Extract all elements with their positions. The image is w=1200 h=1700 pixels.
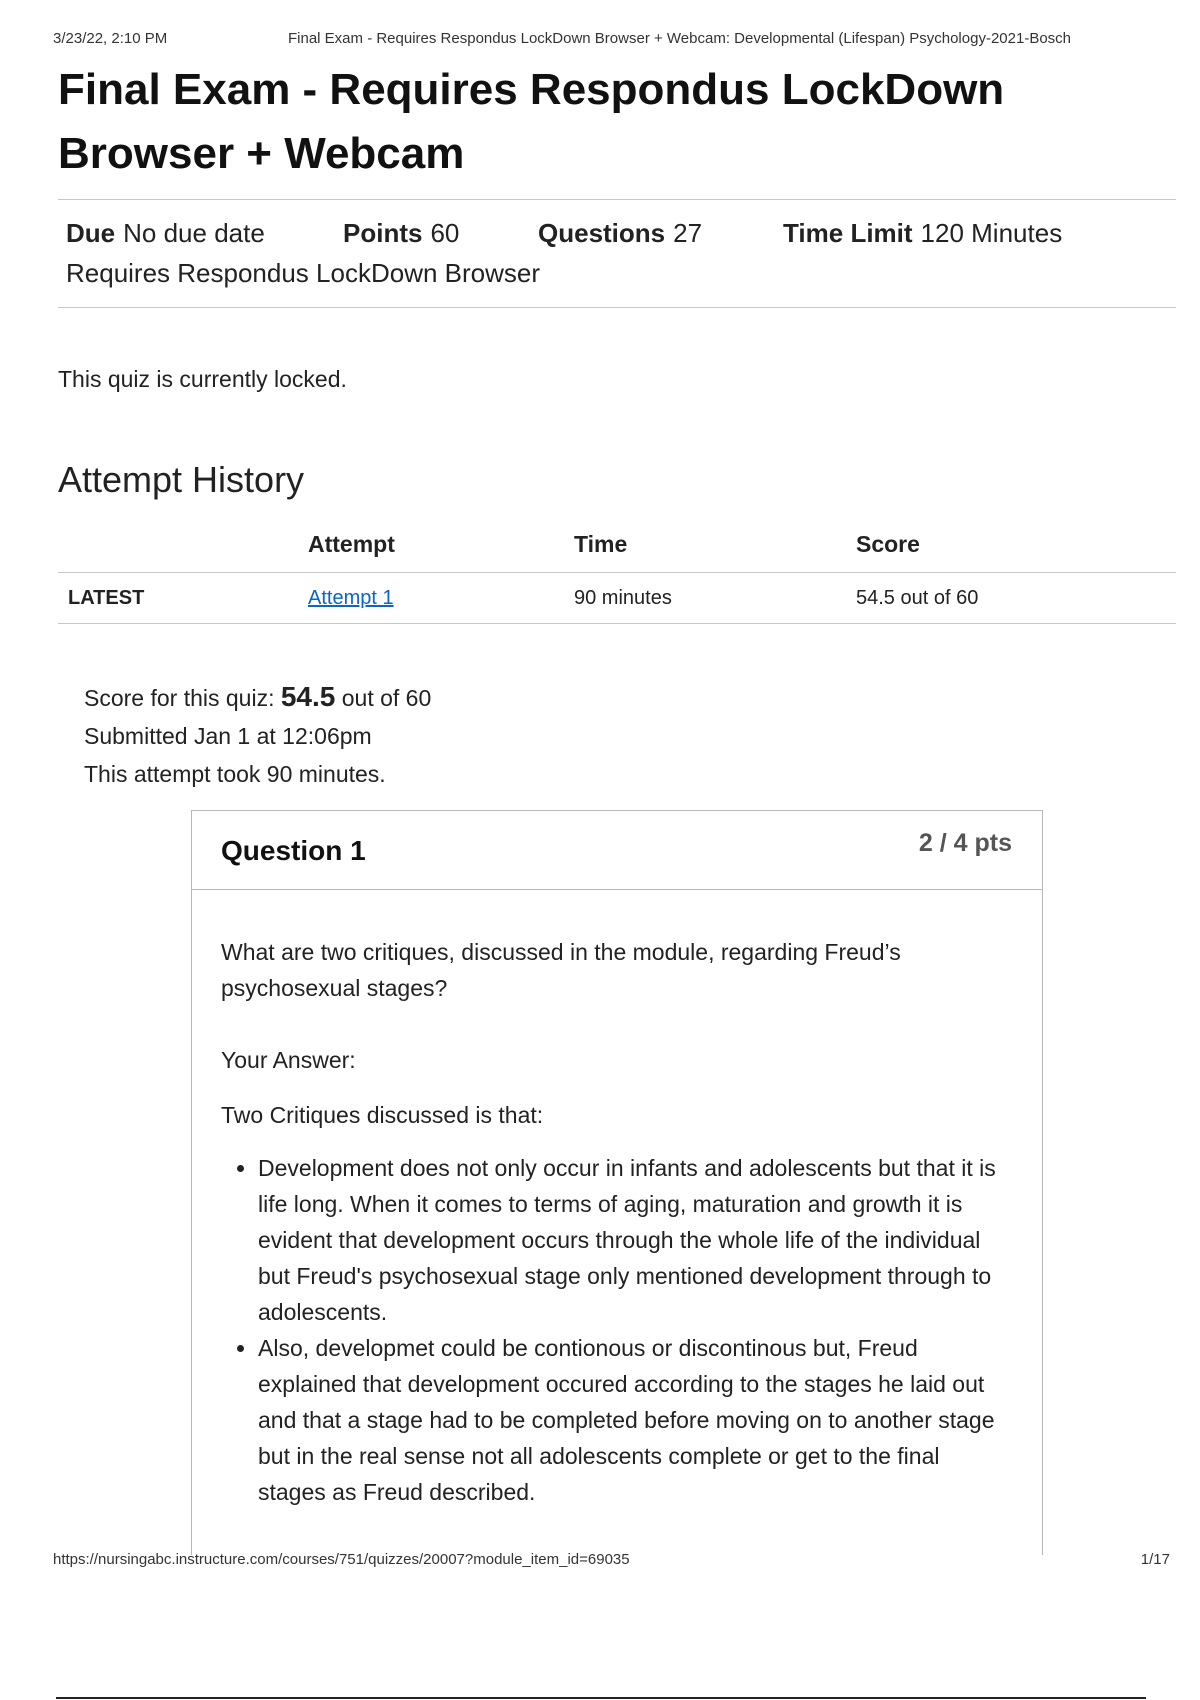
table-header-row [58, 522, 1176, 573]
question-title: Question 1 [221, 835, 366, 866]
question-text: What are two critiques, discussed in the module, regarding Freud’s psychosexual stages? [221, 939, 901, 1001]
attempt-score: 54.5 out of 60 [856, 573, 1176, 624]
score-value: 54.5 [280, 681, 336, 712]
score-suffix: out of 60 [341, 685, 432, 711]
table-row [58, 573, 1176, 624]
due-value: No due date [123, 218, 265, 248]
points-item [343, 213, 459, 253]
question-body [192, 890, 1042, 1510]
attempt-history-table [58, 522, 1176, 624]
question-header [192, 811, 1042, 890]
question-card [191, 810, 1043, 1555]
time-limit-item [783, 213, 1062, 253]
due-label: Due [66, 218, 116, 248]
due-item [66, 213, 265, 253]
points-value: 60 [430, 218, 460, 248]
divider-bottom [58, 307, 1176, 308]
time-limit-value: 120 Minutes [920, 218, 1063, 248]
attempt-time: 90 minutes [574, 573, 856, 624]
print-doc-title: Final Exam - Requires Respondus LockDown Browser + Webcam: Developmental (Lifespan) Psychology-2021-Bosch [288, 30, 1072, 47]
score-line [84, 678, 431, 717]
print-url: https://nursingabc.instructure.com/courses/751/quizzes/20007?module_item_id=69035 [53, 1551, 630, 1568]
list-item: • Development does not only occur in infants and adolescents but that it is life long. When it comes to terms of aging, maturation and growth it is evident that development occurs through the whole life of the individual but Freud's psychosexual stage only mentioned development through to adolescents. [258, 1150, 1012, 1330]
list-item: • Also, developmet could be contionous or discontinous but, Freud explained that development occured according to the stages he laid out and that a stage had to be completed before moving on to another stage but in the real sense not all adolescents complete or get to the final stages as Freud described. [258, 1330, 1012, 1510]
browser-requirement: Requires Respondus LockDown Browser [66, 258, 541, 288]
column-header-status [58, 522, 308, 573]
answer-label: Your Answer: [221, 1047, 356, 1073]
submitted-time: Submitted Jan 1 at 12:06pm [84, 723, 372, 749]
attempt-1-link[interactable]: Attempt 1 [308, 586, 394, 609]
page-title: Final Exam - Requires Respondus LockDown Browser + Webcam [58, 65, 1005, 178]
quiz-meta [66, 213, 1166, 288]
question-points: 2 / 4 pts [918, 829, 1012, 857]
questions-value: 27 [673, 218, 703, 248]
score-summary [84, 678, 431, 793]
score-prefix: Score for this quiz: [84, 685, 275, 711]
questions-label: Questions [538, 218, 666, 248]
answer-intro: Two Critiques discussed is that: [221, 1102, 544, 1128]
page-break-line [56, 1697, 1146, 1699]
column-header-time: Time [574, 522, 856, 573]
attempt-history-title: Attempt History [58, 459, 305, 500]
attempt-status: LATEST [58, 573, 308, 624]
locked-message: This quiz is currently locked. [58, 366, 347, 392]
attempt-duration: This attempt took 90 minutes. [84, 761, 386, 787]
points-label: Points [343, 218, 423, 248]
column-header-score: Score [856, 522, 1176, 573]
divider-top [58, 199, 1176, 200]
time-limit-label: Time Limit [783, 218, 913, 248]
column-header-attempt: Attempt [308, 522, 574, 573]
print-date: 3/23/22, 2:10 PM [53, 30, 168, 47]
page-number: 1/17 [1140, 1551, 1170, 1568]
answer-list [221, 1150, 1012, 1510]
questions-item [538, 213, 702, 253]
attempt-cell [308, 573, 574, 624]
